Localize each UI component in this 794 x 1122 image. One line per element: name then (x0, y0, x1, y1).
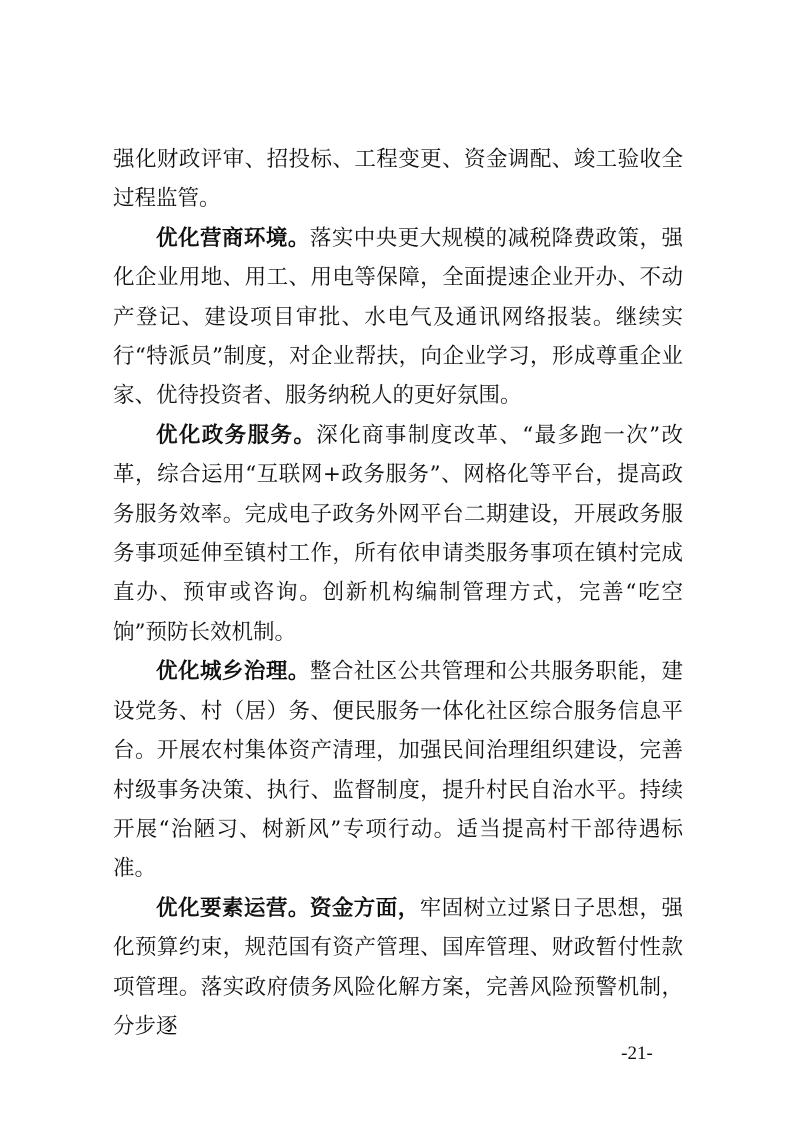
page-number: -21- (621, 1043, 653, 1064)
paragraph-business-environment (113, 219, 683, 416)
paragraph-text: 牢固树立过紧日子思想，强化预算约束，规范国有资产管理、国库管理、财政暂付性款项管理。落实政府债务风险化解方案，完善风险预警机制，分步逐 (113, 895, 683, 1039)
paragraph-heading: 优化要素运营。 (156, 895, 310, 921)
paragraph-heading: 优化政务服务。 (156, 422, 317, 448)
paragraph-text: 落实中央更大规模的减税降费政策，强化企业用地、用工、用电等保障，全面提速企业开办、不动产登记、建设项目审批、水电气及通讯网络报装。继续实行“特派员”制度，对企业帮扶，向企业学习，形成尊重企业家、优待投资者、服务纳税人的更好氛围。 (113, 225, 683, 409)
paragraph-subheading: 资金方面， (309, 895, 420, 921)
paragraph-factor-operations (113, 889, 683, 1047)
paragraph-heading: 优化营商环境。 (156, 225, 310, 251)
paragraph-heading: 优化城乡治理。 (156, 659, 310, 685)
paragraph-government-services (113, 416, 683, 652)
paragraph-text: 深化商事制度改革、“最多跑一次”改革，综合运用“互联网+政务服务”、网格化等平台，提高政务服务效率。完成电子政务外网平台二期建设，开展政务服务事项延伸至镇村工作，所有依申请类服务事项在镇村完成直办、预审或咨询。创新机构编制管理方式，完善“吃空饷”预防长效机制。 (113, 422, 683, 645)
paragraph-urban-rural-governance (113, 652, 683, 888)
document-body (113, 140, 683, 1046)
paragraph-text: 强化财政评审、招投标、工程变更、资金调配、竣工验收全过程监管。 (113, 147, 683, 212)
paragraph-continuation (113, 140, 683, 219)
paragraph-text: 整合社区公共管理和公共服务职能，建设党务、村（居）务、便民服务一体化社区综合服务信息平台。开展农村集体资产清理，加强民间治理组织建设，完善村级事务决策、执行、监督制度，提升村民自治水平。持续开展“治陋习、树新风”专项行动。适当提高村干部待遇标准。 (113, 659, 683, 882)
